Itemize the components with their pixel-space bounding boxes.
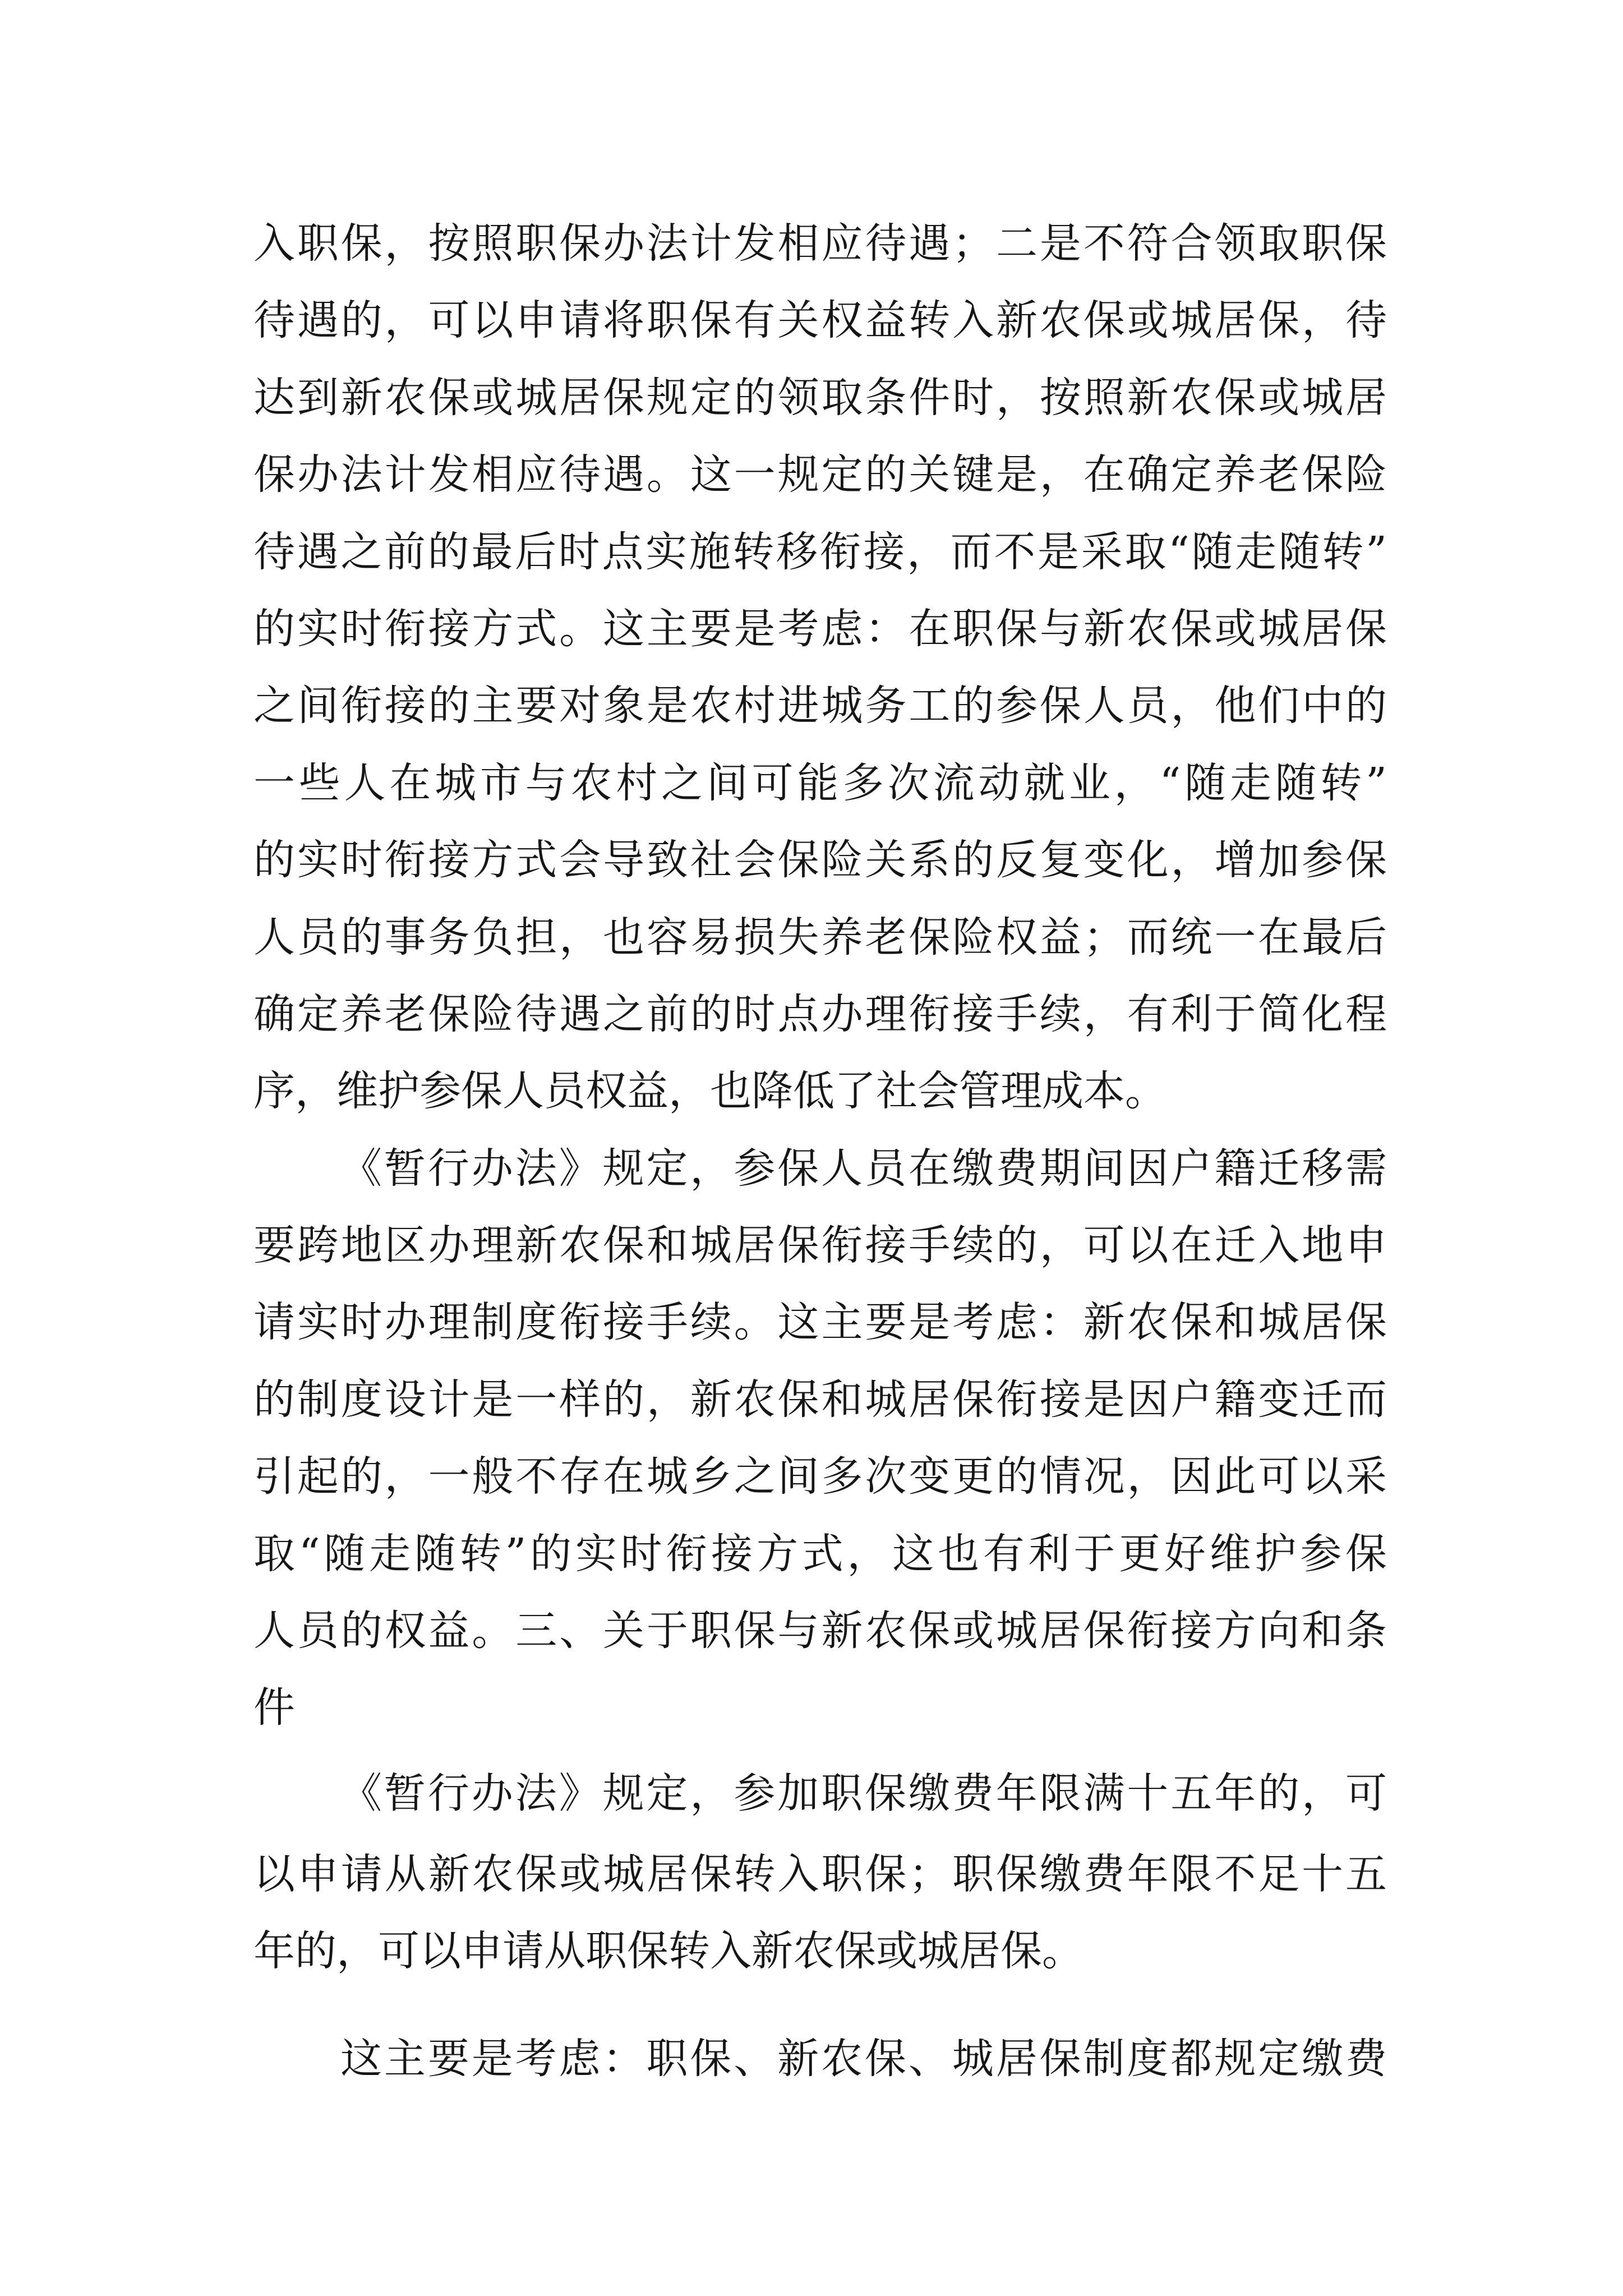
- text-line: 序，维护参保人员权益，也降低了社会管理成本。: [253, 1068, 1166, 1115]
- text-line: 的实时衔接方式会导致社会保险关系的反复变化，增加参保: [253, 836, 1387, 884]
- text-line: 《暂行办法》规定，参加职保缴费年限满十五年的，可: [340, 1770, 1387, 1817]
- text-line: 这主要是考虑：职保、新农保、城居保制度都规定缴费: [340, 2035, 1387, 2082]
- text-line: 年的，可以申请从职保转入新农保或城居保。: [253, 1927, 1083, 1975]
- text-line: 人员的权益。三、关于职保与新农保或城居保衔接方向和条: [253, 1607, 1387, 1654]
- text-line: 件: [253, 1684, 295, 1731]
- text-line: 的实时衔接方式。这主要是考虑：在职保与新农保或城居保: [253, 605, 1387, 652]
- text-line: 引起的，一般不存在城乡之间多次变更的情况，因此可以采: [253, 1453, 1387, 1500]
- text-line: 以申请从新农保或城居保转入职保；职保缴费年限不足十五: [253, 1851, 1387, 1898]
- text-line: 人员的事务负担，也容易损失养老保险权益；而统一在最后: [253, 914, 1387, 961]
- text-line: 的制度设计是一样的，新农保和城居保衔接是因户籍变迁而: [253, 1376, 1387, 1423]
- text-line: 入职保，按照职保办法计发相应待遇；二是不符合领取职保: [253, 220, 1387, 267]
- text-line: 待遇之前的最后时点实施转移衔接，而不是采取“随走随转”: [253, 528, 1387, 576]
- text-line: 保办法计发相应待遇。这一规定的关键是，在确定养老保险: [253, 451, 1387, 498]
- text-line: 要跨地区办理新农保和城居保衔接手续的，可以在迁入地申: [253, 1222, 1387, 1269]
- text-line: 请实时办理制度衔接手续。这主要是考虑：新农保和城居保: [253, 1299, 1387, 1346]
- text-line: 一些人在城市与农村之间可能多次流动就业，“随走随转”: [253, 760, 1387, 807]
- text-line: 之间衔接的主要对象是农村进城务工的参保人员，他们中的: [253, 682, 1387, 729]
- text-line: 确定养老保险待遇之前的时点办理衔接手续，有利于简化程: [253, 991, 1387, 1038]
- text-line: 取“随走随转”的实时衔接方式，这也有利于更好维护参保: [253, 1530, 1387, 1577]
- text-line: 达到新农保或城居保规定的领取条件时，按照新农保或城居: [253, 374, 1387, 421]
- text-line: 待遇的，可以申请将职保有关权益转入新农保或城居保，待: [253, 297, 1387, 344]
- text-line: 《暂行办法》规定，参保人员在缴费期间因户籍迁移需: [340, 1145, 1387, 1192]
